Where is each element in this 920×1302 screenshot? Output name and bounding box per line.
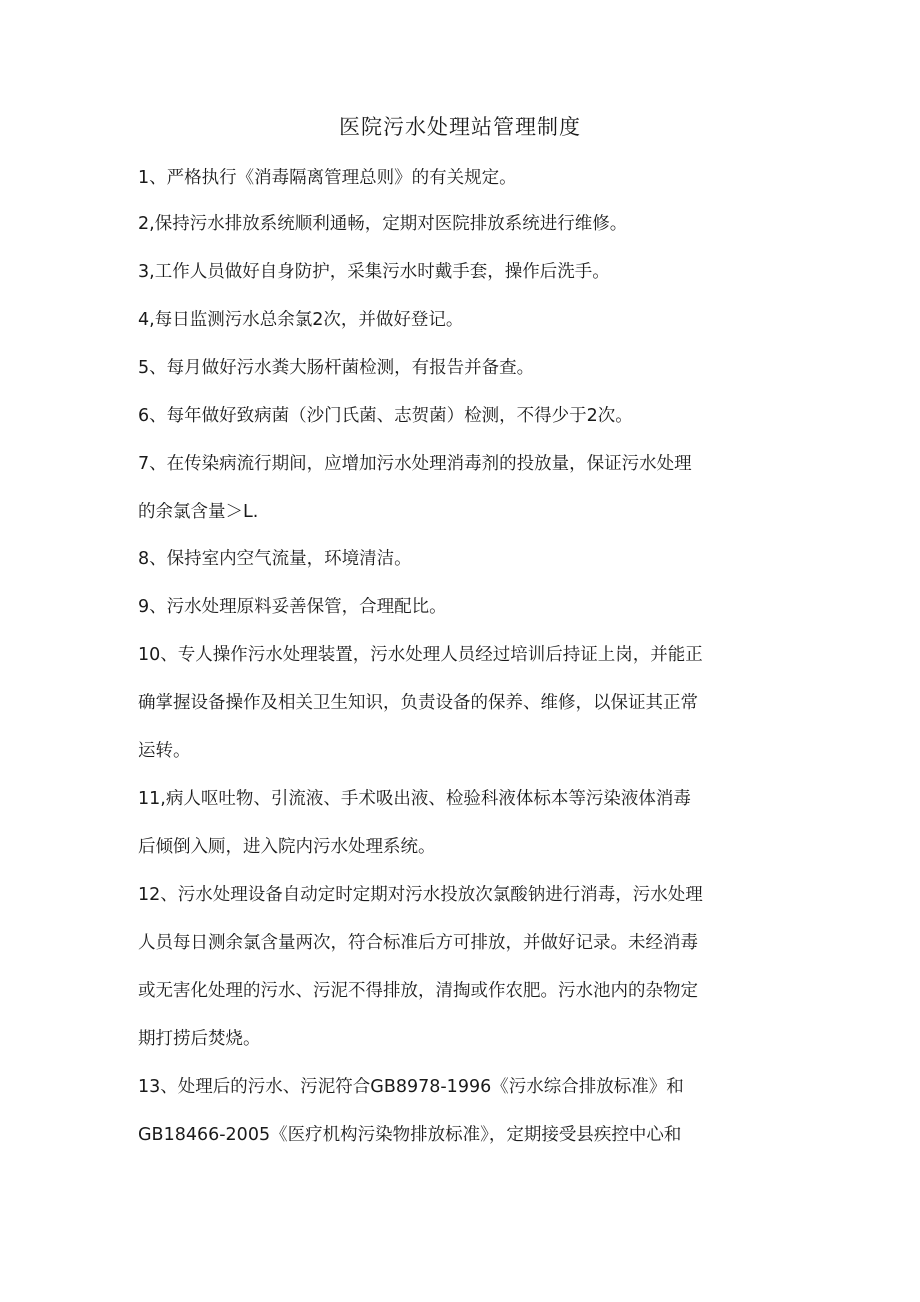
rule-7-line-2: 的余氯含量＞L. xyxy=(138,502,259,522)
rule-12-line-4: 期打捞后焚烧。 xyxy=(138,1029,261,1049)
rule-9: 9、污水处理原料妥善保管，合理配比。 xyxy=(138,597,447,617)
rule-10-line-2: 确掌握设备操作及相关卫生知识，负责设备的保养、维修，以保证其正常 xyxy=(138,693,698,713)
rule-8: 8、保持室内空气流量，环境清洁。 xyxy=(138,549,412,569)
rule-2: 2,保持污水排放系统顺利通畅，定期对医院排放系统进行维修。 xyxy=(138,214,628,234)
rule-13-line-2: GB18466-2005《医疗机构污染物排放标准》，定期接受县疾控中心和 xyxy=(138,1125,682,1145)
rule-7-line-1: 7、在传染病流行期间，应增加污水处理消毒剂的投放量，保证污水处理 xyxy=(138,454,692,474)
rule-11-line-2: 后倾倒入厕，进入院内污水处理系统。 xyxy=(138,837,436,857)
document-title: 医院污水处理站管理制度 xyxy=(339,115,581,139)
rule-13-line-1: 13、处理后的污水、污泥符合GB8978-1996《污水综合排放标准》和 xyxy=(138,1077,684,1097)
rule-11-line-1: 11,病人呕吐物、引流液、手术吸出液、检验科液体标本等污染液体消毒 xyxy=(138,789,691,809)
rule-10-line-1: 10、专人操作污水处理装置，污水处理人员经过培训后持证上岗，并能正 xyxy=(138,645,703,665)
rule-5: 5、每月做好污水粪大肠杆菌检测，有报告并备查。 xyxy=(138,358,535,378)
rule-12-line-1: 12、污水处理设备自动定时定期对污水投放次氯酸钠进行消毒，污水处理 xyxy=(138,885,703,905)
rule-10-line-3: 运转。 xyxy=(138,741,191,761)
rule-3: 3,工作人员做好自身防护，采集污水时戴手套，操作后洗手。 xyxy=(138,262,610,282)
rule-1: 1、严格执行《消毒隔离管理总则》的有关规定。 xyxy=(138,168,517,188)
rule-12-line-3: 或无害化处理的污水、污泥不得排放，清掏或作农肥。污水池内的杂物定 xyxy=(138,981,698,1001)
rule-4: 4,每日监测污水总余氯2次，并做好登记。 xyxy=(138,310,464,330)
rule-12-line-2: 人员每日测余氯含量两次，符合标准后方可排放，并做好记录。未经消毒 xyxy=(138,933,698,953)
rule-6: 6、每年做好致病菌（沙门氏菌、志贺菌）检测，不得少于2次。 xyxy=(138,406,633,426)
